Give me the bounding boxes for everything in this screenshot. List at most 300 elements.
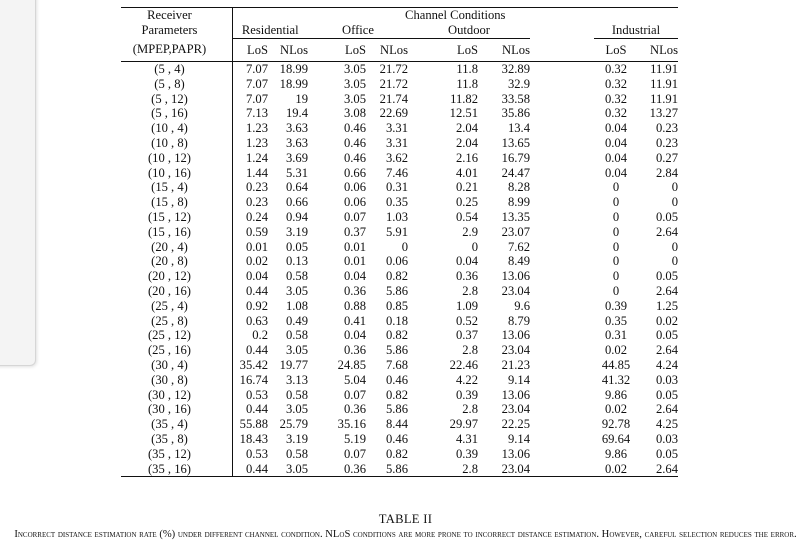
row-parameter: (20 , 4) xyxy=(151,239,188,254)
row-parameter: (20 , 12) xyxy=(147,269,192,284)
column-separator xyxy=(218,314,232,329)
table-row xyxy=(121,432,678,447)
table-cell: 0 xyxy=(612,224,620,239)
table-cell: 0.39 xyxy=(455,387,478,402)
table-cell: 0.58 xyxy=(285,387,308,402)
table-cell: 22.69 xyxy=(379,106,408,121)
table-cell: 0.05 xyxy=(655,387,678,402)
table-row xyxy=(121,225,678,240)
table-cell: 4.22 xyxy=(455,372,478,387)
table-cell: 1.09 xyxy=(455,298,478,313)
table-cell: 3.19 xyxy=(285,224,308,239)
table-row xyxy=(121,136,678,151)
column-gap xyxy=(530,358,594,373)
header-env-industrial: Industrial xyxy=(594,23,678,39)
table-cell: 4.25 xyxy=(655,417,678,432)
table-cell: 25.79 xyxy=(279,417,308,432)
table-cell: 0.82 xyxy=(385,446,408,461)
row-parameter: (25 , 12) xyxy=(147,328,192,343)
table-cell: 0.44 xyxy=(245,402,268,417)
column-separator xyxy=(218,195,232,210)
table-cell: 3.31 xyxy=(385,121,408,136)
table-cell: 3.08 xyxy=(343,106,366,121)
table-row xyxy=(121,373,678,388)
column-gap xyxy=(530,314,594,329)
table-cell: 1.25 xyxy=(655,298,678,313)
column-gap xyxy=(530,432,594,447)
table-cell: 0.04 xyxy=(245,269,268,284)
header-receiver: Receiver xyxy=(147,8,192,23)
table-cell: 55.88 xyxy=(239,417,268,432)
column-separator xyxy=(218,402,232,417)
table-cell: 0.04 xyxy=(604,165,628,180)
table-cell: 13.06 xyxy=(501,387,530,402)
table-cell: 0.05 xyxy=(655,209,678,224)
table-cell: 0.85 xyxy=(385,298,408,313)
column-separator xyxy=(218,447,232,462)
table-cell: 3.05 xyxy=(343,62,366,76)
header-parameters: Parameters xyxy=(141,23,198,38)
table-cell: 5.86 xyxy=(385,343,408,358)
table-row xyxy=(121,62,678,77)
table-cell: 2.64 xyxy=(655,461,678,476)
results-table xyxy=(121,7,678,477)
table-cell: 2.8 xyxy=(462,283,478,298)
row-parameter: (30 , 12) xyxy=(147,387,192,402)
row-parameter: (25 , 16) xyxy=(147,343,192,358)
table-cell: 3.05 xyxy=(285,343,308,358)
table-cell: 3.05 xyxy=(285,461,308,476)
table-cell: 0.52 xyxy=(455,313,478,328)
table-cell: 8.44 xyxy=(385,417,408,432)
table-body xyxy=(121,62,678,477)
table-cell: 0.02 xyxy=(655,313,678,328)
column-gap xyxy=(530,106,594,121)
table-cell: 13.27 xyxy=(649,106,678,121)
table-cell: 2.64 xyxy=(655,224,678,239)
table-cell: 0.36 xyxy=(343,343,366,358)
table-cell: 29.97 xyxy=(449,417,478,432)
table-caption-text: Incorrect distance estimation rate (%) under different channel condition. NLoS conditions are more prone to incorrect distance estimation. However, careful selection reduces the error. xyxy=(14,529,797,540)
table-cell: 11.8 xyxy=(456,76,478,91)
table-cell: 0.54 xyxy=(455,209,478,224)
table-cell: 0.02 xyxy=(604,343,628,358)
table-cell: 0.18 xyxy=(385,313,408,328)
table-cell: 0.36 xyxy=(343,402,366,417)
table-row xyxy=(121,77,678,92)
header-sub: NLos xyxy=(650,42,678,57)
table-cell: 0.27 xyxy=(655,150,678,165)
table-cell: 0.66 xyxy=(285,195,308,210)
table-cell: 1.24 xyxy=(245,150,268,165)
table-cell: 0.37 xyxy=(343,224,366,239)
table-cell: 0.92 xyxy=(245,298,268,313)
table-cell: 0.82 xyxy=(385,269,408,284)
row-parameter: (35 , 12) xyxy=(147,446,192,461)
column-separator xyxy=(218,269,232,284)
table-cell: 9.86 xyxy=(604,387,628,402)
table-cell: 7.07 xyxy=(245,76,268,91)
row-parameter: (5 , 12) xyxy=(151,91,188,106)
table-cell: 8.99 xyxy=(507,195,530,210)
column-separator xyxy=(218,77,232,92)
table-cell: 0.04 xyxy=(455,254,478,269)
table-cell: 0.44 xyxy=(245,283,268,298)
column-gap xyxy=(530,269,594,284)
table-cell: 3.31 xyxy=(385,135,408,150)
column-separator xyxy=(218,432,232,447)
table-cell: 11.91 xyxy=(650,76,678,91)
row-parameter: (15 , 16) xyxy=(147,224,192,239)
table-cell: 3.05 xyxy=(285,283,308,298)
table-cell: 4.01 xyxy=(455,165,478,180)
table-cell: 8.79 xyxy=(507,313,530,328)
table-row xyxy=(121,462,678,477)
table-cell: 0.63 xyxy=(245,313,268,328)
table-cell: 2.04 xyxy=(455,121,478,136)
table-cell: 0.02 xyxy=(604,402,628,417)
table-cell: 9.86 xyxy=(604,446,628,461)
table-cell: 0 xyxy=(471,239,478,254)
column-separator xyxy=(218,225,232,240)
row-parameter: (15 , 12) xyxy=(147,209,192,224)
column-gap xyxy=(530,180,594,195)
table-cell: 21.72 xyxy=(379,76,408,91)
table-cell: 3.13 xyxy=(285,372,308,387)
row-parameter: (30 , 8) xyxy=(151,372,188,387)
table-cell: 0.58 xyxy=(285,446,308,461)
table-cell: 0.31 xyxy=(604,328,628,343)
table-cell: 0.2 xyxy=(252,328,268,343)
table-cell: 0.05 xyxy=(285,239,308,254)
table-cell: 33.58 xyxy=(501,91,530,106)
column-gap xyxy=(530,447,594,462)
table-cell: 32.89 xyxy=(501,62,530,76)
table-cell: 0.06 xyxy=(385,254,408,269)
column-gap xyxy=(530,92,594,107)
table-row xyxy=(121,358,678,373)
table-cell: 0.32 xyxy=(604,62,628,76)
table-cell: 3.05 xyxy=(343,76,366,91)
table-row xyxy=(121,402,678,417)
table-cell: 0.05 xyxy=(655,328,678,343)
table-row xyxy=(121,151,678,166)
table-cell: 13.65 xyxy=(501,135,530,150)
table-cell: 13.4 xyxy=(507,121,530,136)
table-cell: 1.23 xyxy=(245,135,268,150)
table-cell: 0.01 xyxy=(343,239,366,254)
table-cell: 0.04 xyxy=(604,150,628,165)
table-cell: 0.02 xyxy=(604,461,628,476)
table-row xyxy=(121,254,678,269)
table-cell: 13.06 xyxy=(501,446,530,461)
table-cell: 0.32 xyxy=(604,106,628,121)
table-cell: 23.04 xyxy=(501,283,530,298)
table-cell: 2.84 xyxy=(655,165,678,180)
table-cell: 0 xyxy=(671,180,678,195)
column-gap xyxy=(530,210,594,225)
table-cell: 0.64 xyxy=(285,180,308,195)
table-row xyxy=(121,166,678,181)
table-cell: 0.46 xyxy=(343,150,366,165)
column-separator xyxy=(218,254,232,269)
table-cell: 3.69 xyxy=(285,150,308,165)
column-separator xyxy=(218,121,232,136)
column-gap xyxy=(530,195,594,210)
table-cell: 0.58 xyxy=(285,269,308,284)
row-parameter: (10 , 4) xyxy=(151,121,188,136)
table-cell: 2.64 xyxy=(655,283,678,298)
table-cell: 23.04 xyxy=(501,461,530,476)
table-cell: 0.06 xyxy=(343,180,366,195)
table-cell: 5.86 xyxy=(385,461,408,476)
table-cell: 8.28 xyxy=(507,180,530,195)
table-cell: 13.06 xyxy=(501,269,530,284)
table-cell: 0.21 xyxy=(455,180,478,195)
table-cell: 1.03 xyxy=(385,209,408,224)
table-cell: 0 xyxy=(612,239,620,254)
table-cell: 0.23 xyxy=(245,180,268,195)
row-parameter: (5 , 8) xyxy=(154,76,185,91)
header-sub: NLos xyxy=(380,42,408,57)
column-gap xyxy=(530,328,594,343)
table-cell: 5.91 xyxy=(385,224,408,239)
table-cell: 13.06 xyxy=(501,328,530,343)
table-cell: 9.14 xyxy=(507,372,530,387)
header-channel-conditions: Channel Conditions xyxy=(405,8,506,23)
table-cell: 0.46 xyxy=(343,135,366,150)
table-cell: 5.86 xyxy=(385,402,408,417)
table-cell: 2.8 xyxy=(462,461,478,476)
side-panel xyxy=(0,0,36,366)
table-cell: 0.24 xyxy=(245,209,268,224)
table-cell: 35.42 xyxy=(239,357,268,372)
table-cell: 0 xyxy=(612,283,620,298)
table-cell: 0.44 xyxy=(245,343,268,358)
column-gap xyxy=(530,388,594,403)
table-cell: 0.35 xyxy=(604,313,628,328)
table-cell: 23.04 xyxy=(501,343,530,358)
table-row xyxy=(121,106,678,121)
table-cell: 5.04 xyxy=(343,372,366,387)
header-sub: NLos xyxy=(280,42,308,57)
table-cell: 0.31 xyxy=(385,180,408,195)
table-cell: 3.63 xyxy=(285,135,308,150)
table-row xyxy=(121,210,678,225)
table-cell: 2.64 xyxy=(655,343,678,358)
table-cell: 0.23 xyxy=(655,135,678,150)
table-cell: 32.9 xyxy=(507,76,530,91)
table-cell: 0 xyxy=(671,195,678,210)
table-cell: 0.53 xyxy=(245,387,268,402)
table-cell: 0 xyxy=(612,195,620,210)
table-cell: 0.04 xyxy=(604,121,628,136)
table-cell: 1.44 xyxy=(245,165,268,180)
table-row xyxy=(121,447,678,462)
table-cell: 2.64 xyxy=(655,402,678,417)
row-parameter: (10 , 12) xyxy=(147,150,192,165)
table-cell: 11.91 xyxy=(650,62,678,76)
table-cell: 4.31 xyxy=(455,431,478,446)
table-row xyxy=(121,180,678,195)
row-parameter: (35 , 4) xyxy=(151,417,188,432)
table-cell: 0.03 xyxy=(655,372,678,387)
table-cell: 0 xyxy=(612,269,620,284)
table-cell: 19.77 xyxy=(279,357,308,372)
column-gap xyxy=(530,62,594,77)
table-cell: 21.72 xyxy=(379,62,408,76)
table-cell: 0 xyxy=(401,239,408,254)
table-cell: 0.03 xyxy=(655,431,678,446)
column-gap xyxy=(530,284,594,299)
table-cell: 0.53 xyxy=(245,446,268,461)
table-cell: 11.8 xyxy=(456,62,478,76)
table-cell: 7.68 xyxy=(385,357,408,372)
table-cell: 7.62 xyxy=(507,239,530,254)
column-separator xyxy=(218,284,232,299)
row-parameter: (5 , 16) xyxy=(151,106,188,121)
column-gap xyxy=(530,151,594,166)
table-cell: 0.36 xyxy=(343,283,366,298)
table-row xyxy=(121,121,678,136)
table-cell: 0.02 xyxy=(245,254,268,269)
column-gap xyxy=(530,225,594,240)
column-gap xyxy=(530,402,594,417)
table-cell: 2.04 xyxy=(455,135,478,150)
table-cell: 3.63 xyxy=(285,121,308,136)
table-cell: 0 xyxy=(671,254,678,269)
table-cell: 0.07 xyxy=(343,387,366,402)
table-cell: 0.32 xyxy=(604,91,628,106)
column-separator xyxy=(218,358,232,373)
table-cell: 13.35 xyxy=(501,209,530,224)
header-env-outdoor: Outdoor xyxy=(408,23,530,39)
row-parameter: (25 , 8) xyxy=(151,313,188,328)
table-row xyxy=(121,92,678,107)
table-cell: 19.4 xyxy=(285,106,308,121)
table-cell: 0.82 xyxy=(385,387,408,402)
column-gap xyxy=(530,121,594,136)
table-cell: 0.13 xyxy=(285,254,308,269)
table-row xyxy=(121,240,678,255)
column-separator xyxy=(218,92,232,107)
table-cell: 0.06 xyxy=(343,195,366,210)
table-cell: 0.25 xyxy=(455,195,478,210)
row-parameter: (10 , 16) xyxy=(147,165,192,180)
table-cell: 7.07 xyxy=(245,62,268,76)
table-cell: 18.43 xyxy=(239,431,268,446)
column-separator xyxy=(218,151,232,166)
row-parameter: (15 , 8) xyxy=(151,195,188,210)
table-cell: 0.05 xyxy=(655,269,678,284)
column-separator xyxy=(218,180,232,195)
table-cell: 11.91 xyxy=(650,91,678,106)
column-separator xyxy=(218,240,232,255)
column-separator xyxy=(218,106,232,121)
table-cell: 12.51 xyxy=(449,106,478,121)
table-cell: 23.07 xyxy=(501,224,530,239)
column-gap xyxy=(530,462,594,477)
table-cell: 0.39 xyxy=(455,446,478,461)
header-sub: LoS xyxy=(345,42,366,57)
header-mpep-papr: (MPEP,PAPR) xyxy=(132,42,207,57)
column-separator xyxy=(218,373,232,388)
column-gap xyxy=(530,77,594,92)
column-separator xyxy=(218,136,232,151)
header-sub: LoS xyxy=(247,42,268,57)
column-separator xyxy=(218,166,232,181)
table-caption-title: TABLE II xyxy=(378,512,433,526)
table-cell: 0.04 xyxy=(343,328,366,343)
column-gap xyxy=(530,240,594,255)
table-cell: 18.99 xyxy=(279,76,308,91)
table-cell: 1.23 xyxy=(245,121,268,136)
table-cell: 9.14 xyxy=(507,431,530,446)
table-cell: 0.32 xyxy=(604,76,628,91)
table-row xyxy=(121,388,678,403)
table-row xyxy=(121,299,678,314)
table-cell: 0.36 xyxy=(343,461,366,476)
table-cell: 0.01 xyxy=(343,254,366,269)
table-cell: 35.86 xyxy=(501,106,530,121)
table-cell: 2.9 xyxy=(462,224,478,239)
table-cell: 8.49 xyxy=(507,254,530,269)
column-separator xyxy=(218,62,232,77)
table-cell: 5.86 xyxy=(385,283,408,298)
table-cell: 2.8 xyxy=(462,343,478,358)
table-cell: 22.25 xyxy=(501,417,530,432)
column-gap xyxy=(530,373,594,388)
column-gap xyxy=(530,299,594,314)
column-separator xyxy=(218,210,232,225)
header-sub: LoS xyxy=(457,42,478,57)
table-cell: 0.49 xyxy=(285,313,308,328)
table-row xyxy=(121,284,678,299)
table-row xyxy=(121,343,678,358)
table-cell: 21.23 xyxy=(501,357,530,372)
table-cell: 0.36 xyxy=(455,269,478,284)
row-parameter: (35 , 16) xyxy=(147,461,192,476)
table-cell: 0.39 xyxy=(604,298,628,313)
table-cell: 0 xyxy=(612,209,620,224)
table-row xyxy=(121,195,678,210)
header-env-office: Office xyxy=(308,23,408,39)
row-parameter: (30 , 16) xyxy=(147,402,192,417)
table-cell: 44.85 xyxy=(601,357,631,372)
table-cell: 0.05 xyxy=(655,446,678,461)
table-cell: 7.13 xyxy=(245,106,268,121)
table-cell: 21.74 xyxy=(379,91,408,106)
header-sub: NLos xyxy=(502,42,530,57)
table-cell: 1.08 xyxy=(285,298,308,313)
table-cell: 0.37 xyxy=(455,328,478,343)
table-cell: 7.07 xyxy=(245,91,268,106)
row-parameter: (20 , 8) xyxy=(151,254,188,269)
column-separator xyxy=(218,299,232,314)
table-cell: 0.41 xyxy=(343,313,366,328)
table-cell: 0.88 xyxy=(343,298,366,313)
table-cell: 0 xyxy=(612,180,620,195)
table-cell: 35.16 xyxy=(337,417,366,432)
table-cell: 2.16 xyxy=(455,150,478,165)
row-parameter: (15 , 4) xyxy=(151,180,188,195)
row-parameter: (10 , 8) xyxy=(151,135,188,150)
table-cell: 0.23 xyxy=(655,121,678,136)
row-parameter: (25 , 4) xyxy=(151,298,188,313)
table-cell: 0.66 xyxy=(343,165,366,180)
table-cell: 9.6 xyxy=(514,298,530,313)
table-cell: 0.07 xyxy=(343,446,366,461)
